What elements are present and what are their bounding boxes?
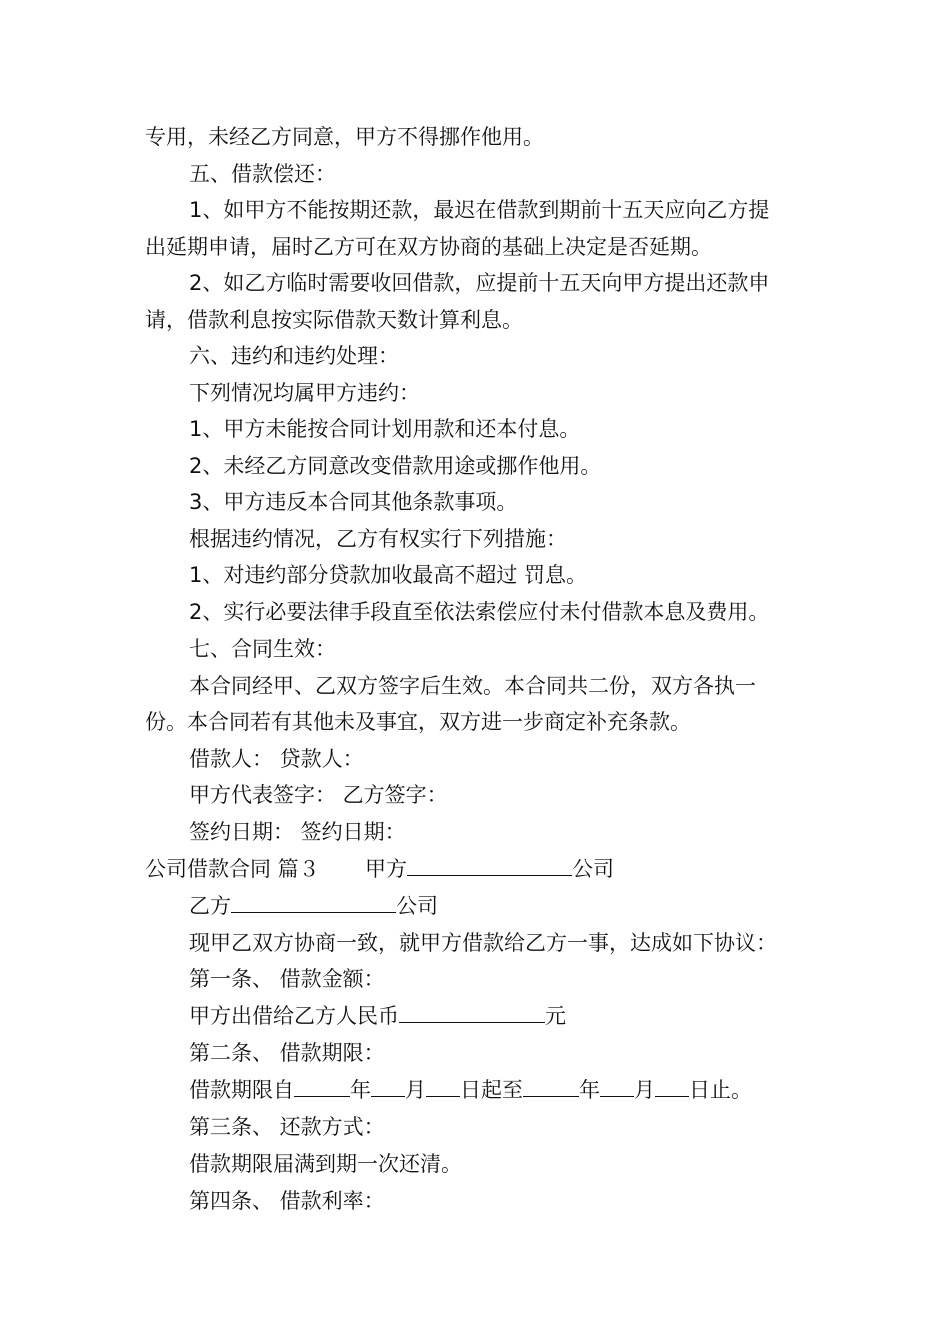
signature-line-parties: 借款人： 贷款人：	[189, 747, 364, 771]
start-month-blank	[371, 1076, 405, 1097]
paragraph-line: 份。本合同若有其他未及事宜，双方进一步商定补充条款。	[145, 710, 691, 734]
section-heading-repayment: 五、借款偿还：	[189, 162, 336, 186]
party-b-label: 乙方	[189, 894, 231, 918]
paragraph-line: 2、实行必要法律手段直至依法索偿应付未付借款本息及费用。	[189, 600, 770, 624]
party-a-suffix: 公司	[572, 857, 614, 881]
section-heading-breach: 六、违约和违约处理：	[189, 344, 399, 368]
period-suffix: 日止。	[689, 1078, 752, 1102]
start-year-blank	[294, 1076, 350, 1097]
section-heading-effect: 七、合同生效：	[189, 637, 336, 661]
agreement-intro: 现甲乙双方协商一致，就甲方借款给乙方一事，达成如下协议：	[189, 931, 777, 955]
end-year-blank	[523, 1076, 579, 1097]
article2-title: 第二条、 借款期限：	[189, 1041, 385, 1065]
article3-title: 第三条、 还款方式：	[189, 1115, 385, 1139]
paragraph-line: 1、甲方未能按合同计划用款和还本付息。	[189, 417, 581, 441]
paragraph-line: 下列情况均属甲方违约：	[189, 381, 420, 405]
year-label: 年	[350, 1078, 371, 1102]
article1-amount-line	[189, 1002, 566, 1030]
paragraph-line: 1、如甲方不能按期还款，最迟在借款到期前十五天应向乙方提	[189, 198, 770, 222]
paragraph-line: 专用，未经乙方同意，甲方不得挪作他用。	[145, 125, 544, 149]
party-b-suffix: 公司	[396, 894, 438, 918]
start-to-label: 日起至	[460, 1078, 523, 1102]
paragraph-line: 1、对违约部分贷款加收最高不超过 罚息。	[189, 563, 588, 587]
party-a-label: 甲方	[365, 857, 407, 881]
paragraph-line: 2、未经乙方同意改变借款用途或挪作他用。	[189, 454, 602, 478]
paragraph-line: 请，借款利息按实际借款天数计算利息。	[145, 308, 523, 332]
period-prefix: 借款期限自	[189, 1078, 294, 1102]
section-title: 公司借款合同 篇３	[145, 857, 320, 881]
paragraph-line: 出延期申请，届时乙方可在双方协商的基础上决定是否延期。	[145, 235, 712, 259]
end-day-blank	[655, 1076, 689, 1097]
paragraph-line: 本合同经甲、乙双方签字后生效。本合同共二份，双方各执一	[189, 674, 756, 698]
signature-line-date: 签约日期： 签约日期：	[189, 820, 406, 844]
party-a-blank	[407, 855, 572, 876]
end-month-blank	[600, 1076, 634, 1097]
article1-unit: 元	[545, 1004, 566, 1028]
amount-blank	[399, 1002, 545, 1023]
article3-text: 借款期限届满到期一次还清。	[189, 1152, 462, 1176]
paragraph-line: 3、甲方违反本合同其他条款事项。	[189, 490, 518, 514]
year-label-end: 年	[579, 1078, 600, 1102]
month-label-end: 月	[634, 1078, 655, 1102]
paragraph-line: 2、如乙方临时需要收回借款，应提前十五天向甲方提出还款申	[189, 271, 770, 295]
start-day-blank	[426, 1076, 460, 1097]
article1-text: 甲方出借给乙方人民币	[189, 1004, 399, 1028]
paragraph-line: 根据违约情况，乙方有权实行下列措施：	[189, 527, 567, 551]
article1-title: 第一条、 借款金额：	[189, 967, 385, 991]
article4-title: 第四条、 借款利率：	[189, 1189, 385, 1213]
month-label: 月	[405, 1078, 426, 1102]
section-title-line	[145, 855, 614, 883]
signature-line-sign: 甲方代表签字： 乙方签字：	[189, 783, 448, 807]
party-b-line	[189, 892, 438, 920]
party-b-blank	[231, 892, 396, 913]
article2-period-line	[189, 1076, 752, 1104]
